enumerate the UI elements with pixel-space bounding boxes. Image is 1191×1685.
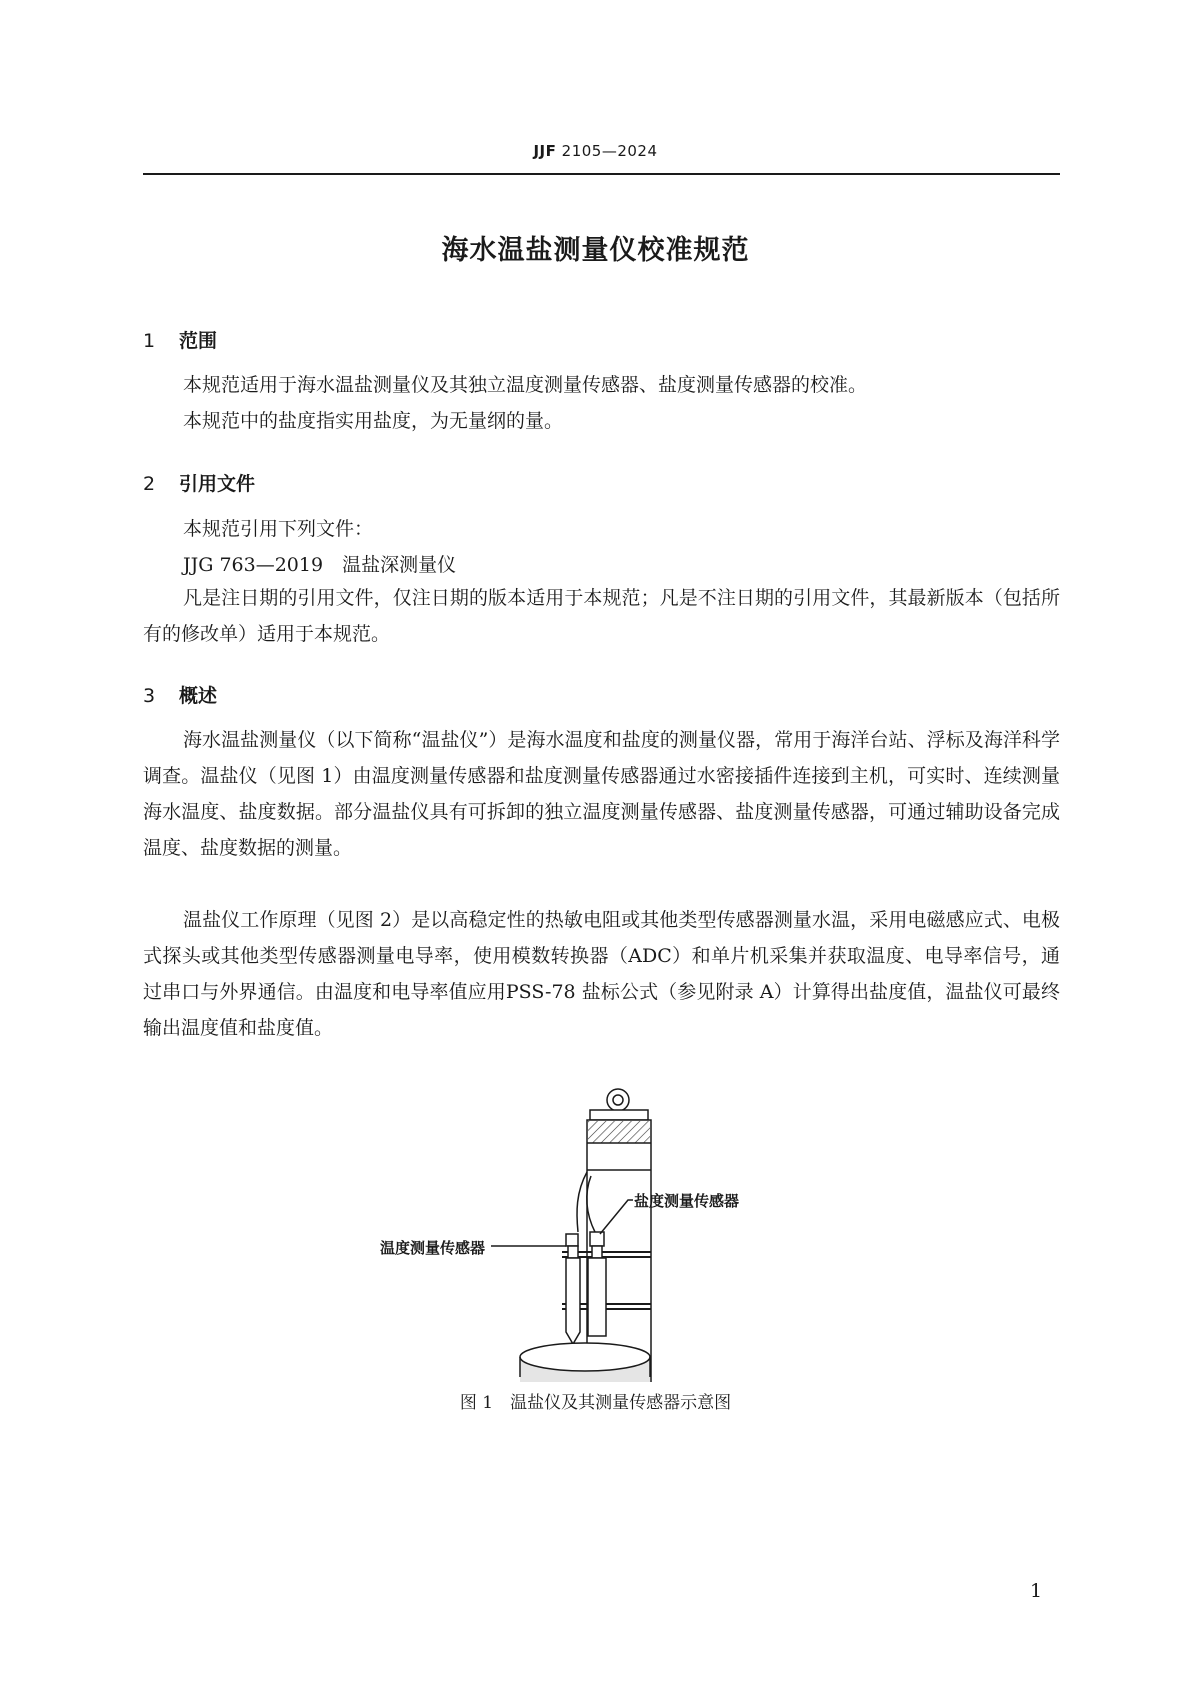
paragraph: 凡是注日期的引用文件，仅注日期的版本适用于本规范；凡是不注日期的引用文件，其最新版本（包括所有的修改单）适用于本规范。 [143, 587, 1060, 645]
salinity-sensor-body [588, 1258, 606, 1336]
section-number: 3 [143, 685, 156, 707]
housing-hatched-top [588, 1121, 650, 1143]
top-cap [590, 1110, 648, 1120]
reference-item: JJG 763—2019 温盐深测量仪 [183, 554, 457, 576]
lifting-ring [607, 1089, 629, 1111]
paragraph: 温盐仪工作原理（见图 2）是以高稳定性的热敏电阻或其他类型传感器测量水温，采用电磁感应式、电极式探头或其他类型传感器测量电导率，使用模数转换器（ADC）和单片机采集并获取温度、电导率信号，通过串口与外界通信。由温度和电导率值应用PSS-78 盐标公式（参见附录 A）计算得出盐度值，温盐仪可最终输出温度值和盐度值。 [143, 909, 1060, 1039]
label-temperature-sensor: 温度测量传感器 [380, 1239, 486, 1257]
section-heading-references [143, 469, 255, 496]
section-number: 2 [143, 473, 156, 495]
paragraph: 本规范引用下列文件： [183, 518, 374, 540]
section-title: 引用文件 [179, 473, 256, 495]
cable [577, 1172, 587, 1232]
paragraph: 本规范中的盐度指实用盐度，为无量纲的量。 [183, 410, 564, 432]
header-rule [143, 173, 1060, 175]
figure-caption: 图 1 温盐仪及其测量传感器示意图 [459, 1393, 732, 1413]
base-top [520, 1343, 650, 1371]
temperature-sensor-collar [568, 1246, 578, 1258]
salinity-sensor-connector [590, 1232, 604, 1246]
temperature-sensor-probe [566, 1258, 580, 1344]
section-heading-overview [143, 681, 217, 708]
section-title: 范围 [179, 330, 218, 352]
document-code-number: 2105—2024 [556, 142, 658, 160]
page-number: 1 [1030, 1580, 1043, 1602]
instrument-diagram [390, 1082, 820, 1382]
salinity-sensor-collar [592, 1246, 602, 1258]
document-code-prefix: JJF [533, 142, 557, 160]
figure-instrument [380, 1082, 820, 1382]
document-code [0, 142, 1191, 160]
paragraph: 海水温盐测量仪（以下简称“温盐仪”）是海水温度和盐度的测量仪器，常用于海洋台站、浮标及海洋科学调查。温盐仪（见图 1）由温度测量传感器和盐度测量传感器通过水密接插件连接到主机，可实时、连续测量海水温度、盐度数据。部分温盐仪具有可拆卸的独立温度测量传感器、盐度测量传感器，可通过辅助设备完成温度、盐度数据的测量。 [143, 729, 1060, 859]
section-number: 1 [143, 330, 156, 352]
temperature-sensor-connector [566, 1234, 578, 1246]
section-title: 概述 [179, 685, 218, 707]
lifting-ring-hole [613, 1095, 623, 1105]
section-heading-scope [143, 326, 217, 353]
paragraph: 本规范适用于海水温盐测量仪及其独立温度测量传感器、盐度测量传感器的校准。 [183, 374, 868, 396]
document-title: 海水温盐测量仪校准规范 [441, 235, 750, 266]
label-salinity-sensor: 盐度测量传感器 [634, 1192, 740, 1210]
